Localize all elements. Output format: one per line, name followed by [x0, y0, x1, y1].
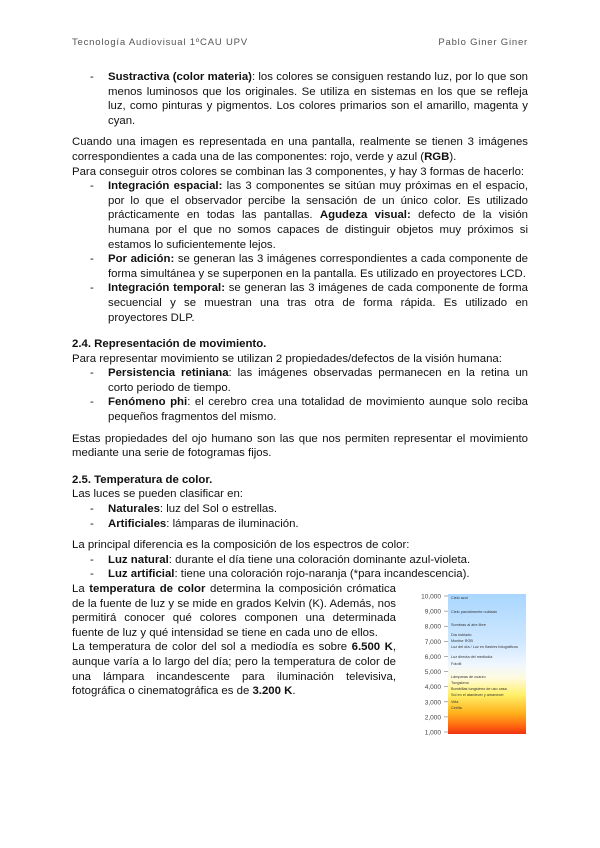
- kelvin-tick-label: 10,000: [421, 593, 441, 601]
- bullet-fenomeno-phi: - Fenómeno phi: el cerebro crea una totalidad de movimiento aunque solo reciba pequeños fragmentos del mismo.: [72, 395, 528, 424]
- kelvin-source-label: Fotofil: [451, 662, 462, 666]
- page-content: [72, 70, 528, 741]
- kelvin-source-label: Cielo parcialmente nublado: [451, 610, 498, 614]
- section-intro-2-5: Las luces se pueden clasificar en:: [72, 488, 243, 501]
- kelvin-source-label: Tungsteno: [451, 681, 469, 685]
- paragraph-temperatura-sol: La temperatura de color del sol a mediodía es sobre 6.500 K, aunque varía a lo largo del día; pero la temperatura de color de una lámpara incandescente para iluminación televisiva, fotográfica o cinematográfica es de 3.200 K.: [72, 641, 396, 698]
- kelvin-tick-label: 9,000: [424, 608, 441, 616]
- header-right: Pablo Giner Giner: [438, 37, 528, 48]
- kelvin-tick-label: 8,000: [424, 623, 441, 631]
- bullet-integracion-temporal: - Integración temporal: se generan las 3 imágenes de cada componente de forma secuencial y se muestran una tras otra de forma rápida. Es utilizado en proyectores DLP.: [72, 281, 528, 325]
- kelvin-tick-label: 3,000: [424, 699, 441, 707]
- paragraph-temperatura: La temperatura de color determina la composición crómatica de la fuente de luz y se mide en grados Kelvin (K). Además, nos permitirá conocer qué colores componen una determinada fuente de luz y qué intensidad se tiene en cada uno de ellos.: [72, 583, 397, 639]
- paragraph-pantalla: Cuando una imagen es representada en una pantalla, realmente se tienen 3 imágenes correspondientes a cada una de las componentes: rojo, verde y azul (RGB).: [72, 136, 528, 163]
- bullet-naturales: - Naturales: luz del Sol o estrellas.: [72, 502, 528, 517]
- kelvin-source-label: Luz del día / Luz en flashes fotográficos: [451, 645, 518, 649]
- kelvin-tick-label: 1,000: [424, 729, 441, 736]
- kelvin-source-label: Día nublado: [451, 633, 472, 637]
- kelvin-source-label: Bombillas tungsteno de uso casa: [451, 687, 507, 691]
- paragraph-formas: Para conseguir otros colores se combinan las 3 componentes, y hay 3 formas de hacerlo:: [72, 165, 525, 178]
- kelvin-source-label: Vela: [451, 700, 459, 704]
- bullet-artificiales: - Artificiales: lámparas de iluminación.: [72, 517, 528, 532]
- kelvin-source-label: Monitor RGB: [451, 639, 473, 643]
- kelvin-source-label: Sombras al aire libre: [451, 623, 486, 627]
- header-left: Tecnología Audiovisual 1ºCAU UPV: [72, 37, 248, 48]
- kelvin-color-temperature-chart: [408, 586, 528, 736]
- kelvin-source-label: Sol en el atardecer y amanecer: [451, 693, 504, 697]
- bullet-sustractiva: - Sustractiva (color materia): los colores se consiguen restando luz, por lo que son menos luminosos que los originales. Se utiliza en sistemas en los que se refleja luz, como pinturas y pigmentos. Los colores primarios son el amarillo, magenta y cyan.: [72, 70, 528, 128]
- kelvin-tick-label: 4,000: [424, 684, 441, 692]
- paragraph-diferencia: La principal diferencia es la composición de los espectros de color:: [72, 539, 410, 552]
- kelvin-tick-label: 5,000: [424, 669, 441, 677]
- paragraph-estas: Estas propiedades del ojo humano son las que nos permiten representar el movimiento mediante una serie de fotogramas fijos.: [72, 432, 528, 460]
- bullet-integracion-espacial: - Integración espacial: las 3 componentes se sitúan muy próximas en el espacio, por lo que el observador percibe la sensación de un único color. Es utilizado prácticamente en todas las pantallas. Agudeza visual: defecto de la visión humana por el que no somos capaces de distinguir objetos muy próximos si estamos lo suficientemente lejos.: [72, 179, 528, 252]
- bullet-por-adicion: - Por adición: se generan las 3 imágenes correspondientes a cada componente de forma simultánea y se superponen en la pantalla. Es utilizado en proyectores LCD.: [72, 252, 528, 281]
- section-intro-2-4: Para representar movimiento se utilizan 2 propiedades/defectos de la visión humana:: [72, 352, 502, 365]
- kelvin-source-label: Lámparas de cuarzo: [451, 675, 486, 679]
- bullet-luz-natural: - Luz natural: durante el día tiene una coloración dominante azul-violeta.: [72, 553, 528, 568]
- bullet-persistencia: - Persistencia retiniana: las imágenes observadas permanecen en la retina un corto periodo de tiempo.: [72, 366, 528, 395]
- temperature-section: [72, 582, 528, 741]
- section-title-2-5: 2.5. Temperatura de color.: [72, 473, 213, 486]
- kelvin-source-label: Cielo azul: [451, 596, 468, 600]
- bullet-luz-artificial: - Luz artificial: tiene una coloración rojo-naranja (*para incandescencia).: [72, 567, 528, 582]
- kelvin-source-label: Cerilla: [451, 706, 462, 710]
- kelvin-source-label: Luz directa del mediodía: [451, 655, 493, 659]
- kelvin-tick-label: 6,000: [424, 653, 441, 661]
- section-title-2-4: 2.4. Representación de movimiento.: [72, 338, 267, 351]
- kelvin-tick-label: 2,000: [424, 714, 441, 722]
- kelvin-tick-label: 7,000: [424, 638, 441, 646]
